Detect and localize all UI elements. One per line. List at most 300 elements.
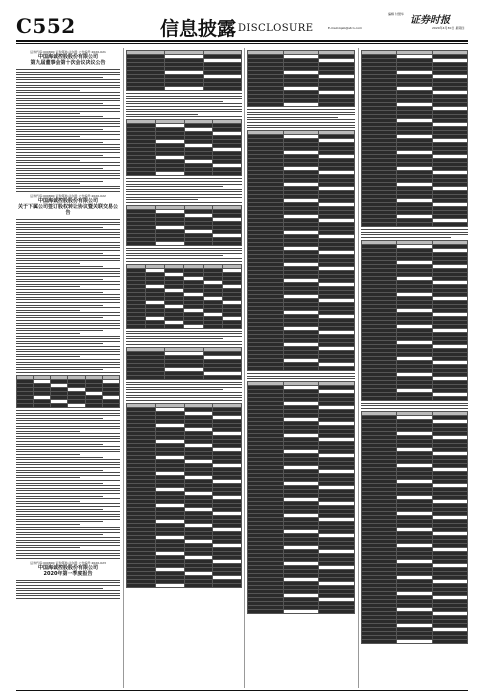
notice-header-3 (16, 561, 120, 577)
table-cell (127, 172, 156, 176)
column-divider (358, 48, 359, 688)
text-line (247, 114, 355, 115)
notice-code: 证券代码:000890 证券简称:法尔胜 公告编号:2020-022 (30, 193, 106, 198)
table-cell (127, 87, 165, 91)
text-line (16, 545, 120, 546)
balance-sheet-table (247, 130, 355, 371)
text-line (16, 266, 103, 267)
table-cell (283, 610, 319, 614)
text-line (16, 590, 120, 591)
text-line (16, 173, 120, 174)
text-line (16, 364, 120, 365)
text-line (16, 420, 120, 421)
text-line (16, 521, 103, 522)
text-line (126, 106, 242, 107)
text-line (16, 162, 120, 163)
text-line (16, 413, 120, 414)
notice-company: 中国海诚控股股份有限公司 (37, 54, 98, 60)
text-line (16, 553, 120, 554)
text-line (16, 472, 120, 473)
text-line (247, 122, 355, 123)
text-line (16, 490, 120, 491)
text-line (16, 121, 120, 122)
header-rule-thin (16, 43, 468, 44)
text-line (16, 95, 120, 96)
notice-title: 2020年第一季度报告 (43, 570, 93, 577)
table-row (127, 375, 242, 379)
section-title: 信息披露 (160, 18, 237, 40)
text-line (16, 519, 120, 520)
financial-table (126, 50, 242, 91)
text-line (16, 426, 120, 427)
text-line (16, 359, 120, 360)
text-line (16, 349, 120, 350)
text-line (16, 534, 103, 535)
text-line (16, 87, 120, 88)
text-line (16, 428, 120, 429)
text-line (16, 593, 120, 594)
column-1 (16, 48, 120, 688)
table-row (248, 367, 355, 371)
table-cell (184, 241, 213, 245)
text-line (16, 134, 120, 135)
text-line (16, 506, 120, 507)
text-line (16, 136, 80, 137)
text-line (16, 436, 120, 437)
table-row (248, 610, 355, 614)
text-line (126, 331, 242, 332)
text-line (16, 149, 120, 150)
text-line (16, 320, 120, 321)
table-cell (203, 87, 241, 91)
text-line (16, 503, 120, 504)
text-line (16, 307, 120, 308)
text-line (16, 542, 120, 543)
table-cell (213, 172, 242, 176)
text-line (16, 356, 80, 357)
table-cell (248, 610, 284, 614)
text-line (16, 82, 120, 83)
table-cell (17, 403, 34, 407)
text-line (126, 103, 242, 104)
text-line (16, 325, 120, 326)
table-cell (127, 324, 146, 328)
text-line (16, 74, 120, 75)
text-line (16, 555, 120, 556)
text-line (16, 369, 103, 370)
financial-table (247, 50, 355, 107)
text-line (16, 457, 103, 458)
text-line (126, 258, 242, 259)
table-cell (397, 396, 432, 400)
text-line (16, 222, 120, 223)
text-line (16, 524, 80, 525)
table-cell (184, 583, 213, 587)
notice-body-2 (16, 219, 120, 373)
text-line (126, 181, 242, 182)
text-line (16, 529, 120, 530)
table-cell (319, 367, 355, 371)
notice-company: 中国海诚控股股份有限公司 (37, 564, 98, 571)
text-line (16, 595, 120, 596)
table-row (127, 324, 242, 328)
table-cell (146, 324, 165, 328)
financial-table (361, 411, 468, 644)
text-line (16, 103, 103, 104)
column-3 (247, 48, 355, 688)
text-line (16, 258, 120, 259)
text-line (16, 470, 103, 471)
financial-table (126, 403, 242, 588)
table-cell (165, 375, 203, 379)
text-line (16, 191, 120, 192)
text-line (16, 144, 120, 145)
text-line (16, 289, 120, 290)
notice-header-2 (16, 194, 120, 216)
notice-code: 证券代码:000890 证券简称:法尔胜 公告编号:2020-021 (30, 50, 106, 54)
text-line (16, 85, 120, 86)
text-line (16, 253, 103, 254)
text-line (16, 165, 120, 166)
text-line (16, 126, 120, 127)
text-line (16, 540, 120, 541)
text-line (16, 333, 80, 334)
section-title-en: DISCLOSURE (238, 23, 314, 34)
text-line (16, 92, 120, 93)
text-line (126, 189, 242, 190)
text-line (247, 109, 355, 110)
table-cell (127, 375, 165, 379)
text-line (16, 229, 120, 230)
text-line (16, 224, 120, 225)
report-text (126, 248, 242, 262)
text-line (16, 514, 120, 515)
text-line (16, 131, 120, 132)
financial-table (126, 264, 242, 329)
text-line (16, 105, 120, 106)
financial-table (16, 375, 120, 408)
text-line (16, 598, 120, 599)
text-line (247, 112, 355, 113)
text-line (16, 330, 103, 331)
report-text (126, 331, 242, 345)
text-line (16, 279, 103, 280)
text-line (16, 79, 120, 80)
text-line (16, 441, 120, 442)
text-line (126, 382, 242, 383)
text-line (16, 323, 120, 324)
text-line (126, 336, 242, 337)
table-row (362, 396, 468, 400)
table-row (127, 87, 242, 91)
text-line (126, 261, 242, 262)
notice-title: 第九届董事会第十次会议决议公告 (30, 60, 106, 66)
text-line (16, 558, 120, 559)
notice-header-1 (16, 50, 120, 66)
text-line (16, 341, 120, 342)
table-cell (68, 403, 85, 407)
text-line (16, 152, 120, 153)
text-line (16, 501, 80, 502)
text-line (16, 181, 103, 182)
text-line (126, 333, 242, 334)
table-cell (165, 324, 184, 328)
cash-flow-table (361, 50, 468, 227)
notice-body-1 (16, 69, 120, 192)
text-line (126, 255, 223, 256)
text-line (247, 373, 355, 374)
text-line (16, 299, 120, 300)
text-line (16, 444, 103, 445)
table-cell (155, 241, 184, 245)
text-line (16, 286, 80, 287)
text-line (126, 392, 242, 393)
text-line (16, 160, 80, 161)
text-line (126, 178, 242, 179)
text-line (16, 72, 120, 73)
text-line (126, 338, 223, 339)
text-line (16, 188, 120, 189)
text-line (16, 271, 120, 272)
text-line (247, 125, 355, 126)
text-line (16, 588, 103, 589)
text-line (16, 537, 120, 538)
table-cell (127, 583, 156, 587)
table-row (127, 583, 242, 587)
issue-date: 2020年4月30日 星期四 (432, 26, 465, 30)
header-rule (16, 40, 468, 42)
table-cell (432, 223, 467, 227)
text-line (126, 191, 242, 192)
text-line (16, 155, 103, 156)
text-line (16, 118, 120, 119)
text-line (126, 202, 242, 203)
text-line (247, 119, 355, 120)
text-line (16, 451, 120, 452)
text-line (16, 98, 120, 99)
newspaper-logo: 证券时报 (410, 15, 450, 26)
report-text (126, 382, 242, 401)
text-line (16, 315, 120, 316)
text-line (16, 317, 103, 318)
table-row (248, 103, 355, 107)
table-cell (362, 223, 397, 227)
table-cell (319, 103, 355, 107)
text-line (361, 229, 468, 230)
text-line (16, 108, 120, 109)
financial-table (126, 347, 242, 380)
text-line (16, 310, 80, 311)
text-line (16, 292, 103, 293)
notice-title: 关于下属公司签订股权转让协议暨关联交易公告 (17, 203, 118, 216)
editor-credit: 编辑 付赞华 (388, 12, 404, 16)
text-line (16, 175, 120, 176)
text-line (16, 418, 103, 419)
notice-code: 证券代码:000890 证券简称:法尔胜 公告编号:2020-023 (30, 560, 106, 565)
table-cell (397, 223, 432, 227)
text-line (126, 400, 242, 401)
text-line (16, 431, 80, 432)
table-cell (203, 324, 222, 328)
text-line (247, 376, 355, 377)
text-line (126, 194, 242, 195)
text-line (16, 585, 120, 586)
column-4 (361, 48, 468, 688)
financial-table (361, 240, 468, 401)
table-row (362, 223, 468, 227)
text-line (16, 532, 120, 533)
text-line (16, 186, 120, 187)
column-2 (126, 48, 242, 688)
text-line (16, 459, 120, 460)
text-line (16, 449, 120, 450)
text-line (16, 129, 103, 130)
text-line (16, 362, 120, 363)
text-line (16, 263, 80, 264)
text-line (16, 475, 120, 476)
text-line (126, 98, 242, 99)
text-line (126, 253, 242, 254)
text-line (126, 111, 242, 112)
text-line (126, 384, 242, 385)
text-line (16, 247, 120, 248)
text-line (16, 485, 120, 486)
text-line (16, 168, 103, 169)
text-line (16, 232, 120, 233)
notice-body-3 (16, 580, 120, 599)
text-line (126, 387, 242, 388)
text-line (16, 237, 120, 238)
text-line (16, 433, 120, 434)
table-row (127, 241, 242, 245)
text-line (16, 245, 120, 246)
text-line (16, 116, 103, 117)
table-cell (85, 403, 102, 407)
text-line (16, 498, 120, 499)
table-cell (283, 367, 319, 371)
text-line (16, 351, 120, 352)
text-line (16, 527, 120, 528)
text-line (16, 415, 120, 416)
text-line (16, 328, 120, 329)
table-cell (397, 639, 432, 643)
text-line (16, 305, 103, 306)
text-line (126, 109, 242, 110)
table-cell (362, 396, 397, 400)
report-text (361, 403, 468, 409)
table-row (127, 172, 242, 176)
text-line (126, 186, 223, 187)
text-line (247, 378, 355, 379)
text-line (16, 77, 103, 78)
report-text (126, 93, 242, 117)
text-line (16, 69, 120, 70)
text-line (361, 408, 468, 409)
text-line (16, 372, 120, 373)
text-line (16, 464, 120, 465)
table-cell (127, 241, 156, 245)
table-cell (362, 639, 397, 643)
text-line (126, 397, 242, 398)
text-line (16, 446, 120, 447)
report-text (361, 229, 468, 238)
table-row (17, 403, 120, 407)
text-line (16, 346, 120, 347)
notice-company: 中国海诚控股股份有限公司 (37, 197, 98, 204)
text-line (247, 117, 338, 118)
text-line (16, 550, 120, 551)
text-line (16, 281, 120, 282)
text-line (16, 297, 120, 298)
contact-email: E-mail:zqsb@stcn.com (328, 26, 363, 30)
text-line (361, 232, 468, 233)
text-line (16, 336, 120, 337)
text-line (126, 248, 242, 249)
text-line (16, 183, 80, 184)
text-line (16, 284, 120, 285)
text-line (16, 582, 120, 583)
text-line (16, 123, 120, 124)
financial-table (126, 119, 242, 176)
text-line (16, 423, 120, 424)
text-line (16, 580, 120, 581)
text-line (16, 294, 120, 295)
text-line (16, 488, 120, 489)
table-cell (184, 172, 213, 176)
notice-body-2b (16, 410, 120, 559)
text-line (16, 170, 120, 171)
text-line (16, 147, 120, 148)
text-line (16, 178, 120, 179)
text-line (16, 467, 120, 468)
text-line (126, 114, 198, 115)
report-text (126, 178, 242, 202)
text-line (126, 199, 198, 200)
table-cell (34, 403, 51, 407)
text-line (126, 93, 242, 94)
text-line (16, 227, 103, 228)
text-line (126, 116, 242, 117)
income-statement-table (247, 381, 355, 614)
text-line (126, 341, 242, 342)
text-line (16, 234, 120, 235)
table-cell (155, 583, 184, 587)
text-line (126, 250, 242, 251)
table-cell (432, 639, 467, 643)
text-line (16, 260, 120, 261)
table-cell (319, 610, 355, 614)
text-line (16, 100, 120, 101)
table-cell (222, 324, 241, 328)
text-line (126, 197, 242, 198)
table-cell (203, 375, 241, 379)
text-line (361, 234, 468, 235)
text-line (16, 343, 103, 344)
text-line (16, 454, 80, 455)
text-line (16, 438, 120, 439)
table-cell (51, 403, 68, 407)
text-line (16, 496, 103, 497)
text-line (16, 240, 80, 241)
text-line (16, 493, 120, 494)
text-line (16, 483, 103, 484)
text-line (16, 516, 120, 517)
report-text (247, 109, 355, 128)
text-line (16, 302, 120, 303)
text-line (16, 477, 80, 478)
column-divider (123, 48, 124, 688)
text-line (361, 237, 451, 238)
